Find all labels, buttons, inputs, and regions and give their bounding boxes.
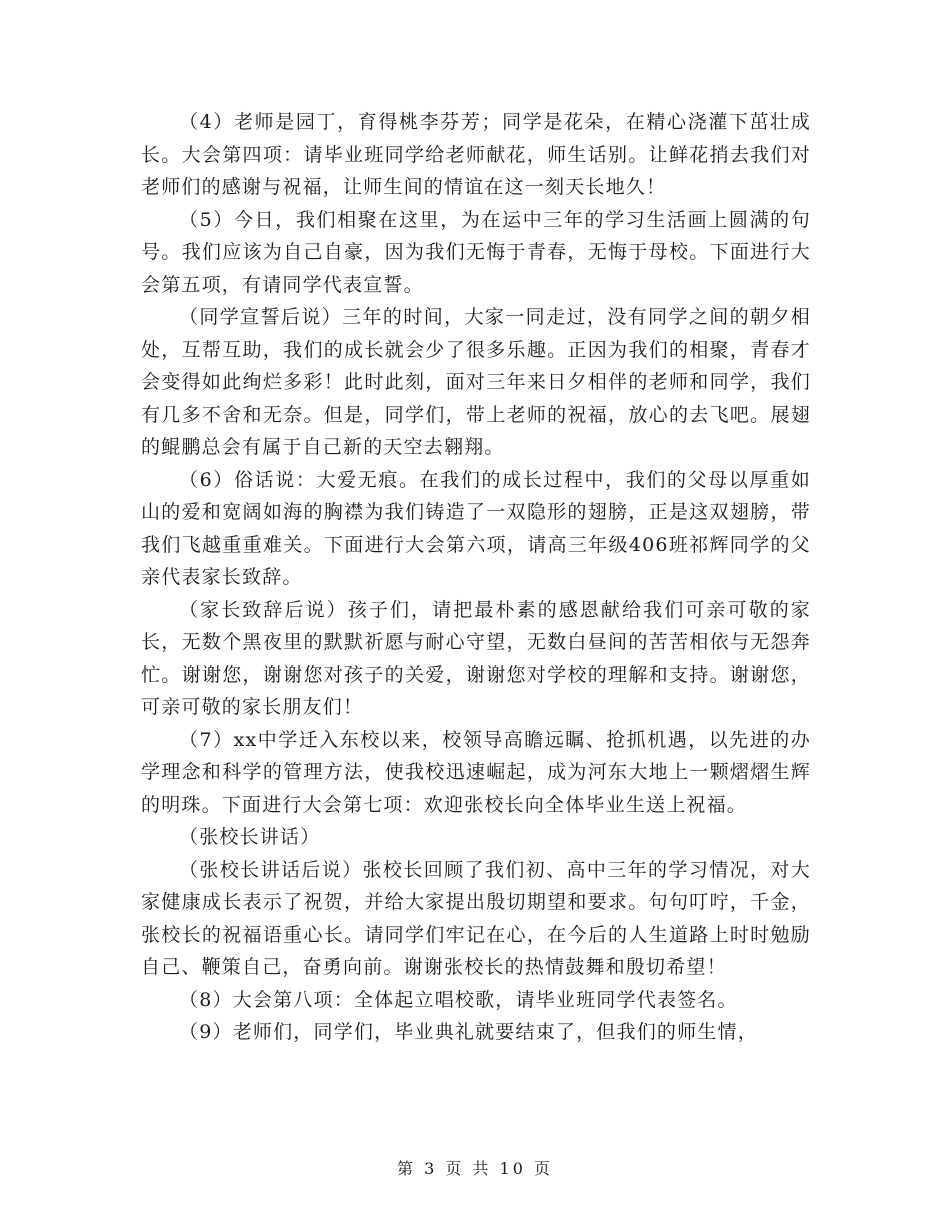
paragraph-after-oath: （同学宣誓后说）三年的时间，大家一同走过，没有同学之间的朝夕相处，互帮互助，我们的成长就会少了很多乐趣。正因为我们的相聚，青春才会变得如此绚烂多彩！此时此刻，面对三年来日夕相伴的老师和同学，我们有几多不舍和无奈。但是，同学们，带上老师的祝福，放心的去飞吧。展翅的鲲鹏总会有属于自己新的天空去翱翔。 <box>141 306 811 458</box>
page-number-footer: 第 3 页 共 10 页 <box>397 1159 553 1178</box>
paragraph-item-8: （8）大会第八项：全体起立唱校歌，请毕业班同学代表签名。 <box>179 988 738 1011</box>
paragraph-after-parent-speech: （家长致辞后说）孩子们，请把最朴素的感恩献给我们可亲可敬的家长，无数个黑夜里的默默祈愿与耐心守望，无数白昼间的苦苦相依与无怨奔忙。谢谢您，谢谢您对孩子的关爱，谢谢您对学校的理解和支持。谢谢您，可亲可敬的家长朋友们！ <box>141 598 811 718</box>
paragraph-after-principal-speech: （张校长讲话后说）张校长回顾了我们初、高中三年的学习情况，对大家健康成长表示了祝贺，并给大家提出殷切期望和要求。句句叮咛，千金，张校长的祝福语重心长。请同学们牢记在心，在今后的人生道路上时时勉励自己、鞭策自己，奋勇向前。谢谢张校长的热情鼓舞和殷切希望！ <box>141 858 811 978</box>
paragraph-item-5: （5）今日，我们相聚在这里，为在运中三年的学习生活画上圆满的句号。我们应该为自己自豪，因为我们无悔于青春，无悔于母校。下面进行大会第五项，有请同学代表宣誓。 <box>141 208 811 296</box>
paragraph-principal-speech: （张校长讲话） <box>179 826 321 848</box>
paragraph-item-4: （4）老师是园丁，育得桃李芬芳；同学是花朵，在精心浇灌下茁壮成长。大会第四项：请毕业班同学给老师献花，师生话别。让鲜花捎去我们对老师们的感谢与祝福，让师生间的情谊在这一刻天长地久！ <box>141 111 811 198</box>
paragraph-item-6: （6）俗话说：大爱无痕。在我们的成长过程中，我们的父母以厚重如山的爱和宽阔如海的胸襟为我们铸造了一双隐形的翅膀，正是这双翅膀，带我们飞越重重难关。下面进行大会第六项，请高三年级406班祁辉同学的父亲代表家长致辞。 <box>141 468 811 588</box>
document-body <box>141 106 811 1049</box>
paragraph-item-9: （9）老师们，同学们，毕业典礼就要结束了，但我们的师生情， <box>179 1021 758 1043</box>
paragraph-item-7: （7）xx中学迁入东校以来，校领导高瞻远瞩、抢抓机遇，以先进的办学理念和科学的管理方法，使我校迅速崛起，成为河东大地上一颗熠熠生辉的明珠。下面进行大会第七项：欢迎张校长向全体毕业生送上祝福。 <box>141 728 811 816</box>
